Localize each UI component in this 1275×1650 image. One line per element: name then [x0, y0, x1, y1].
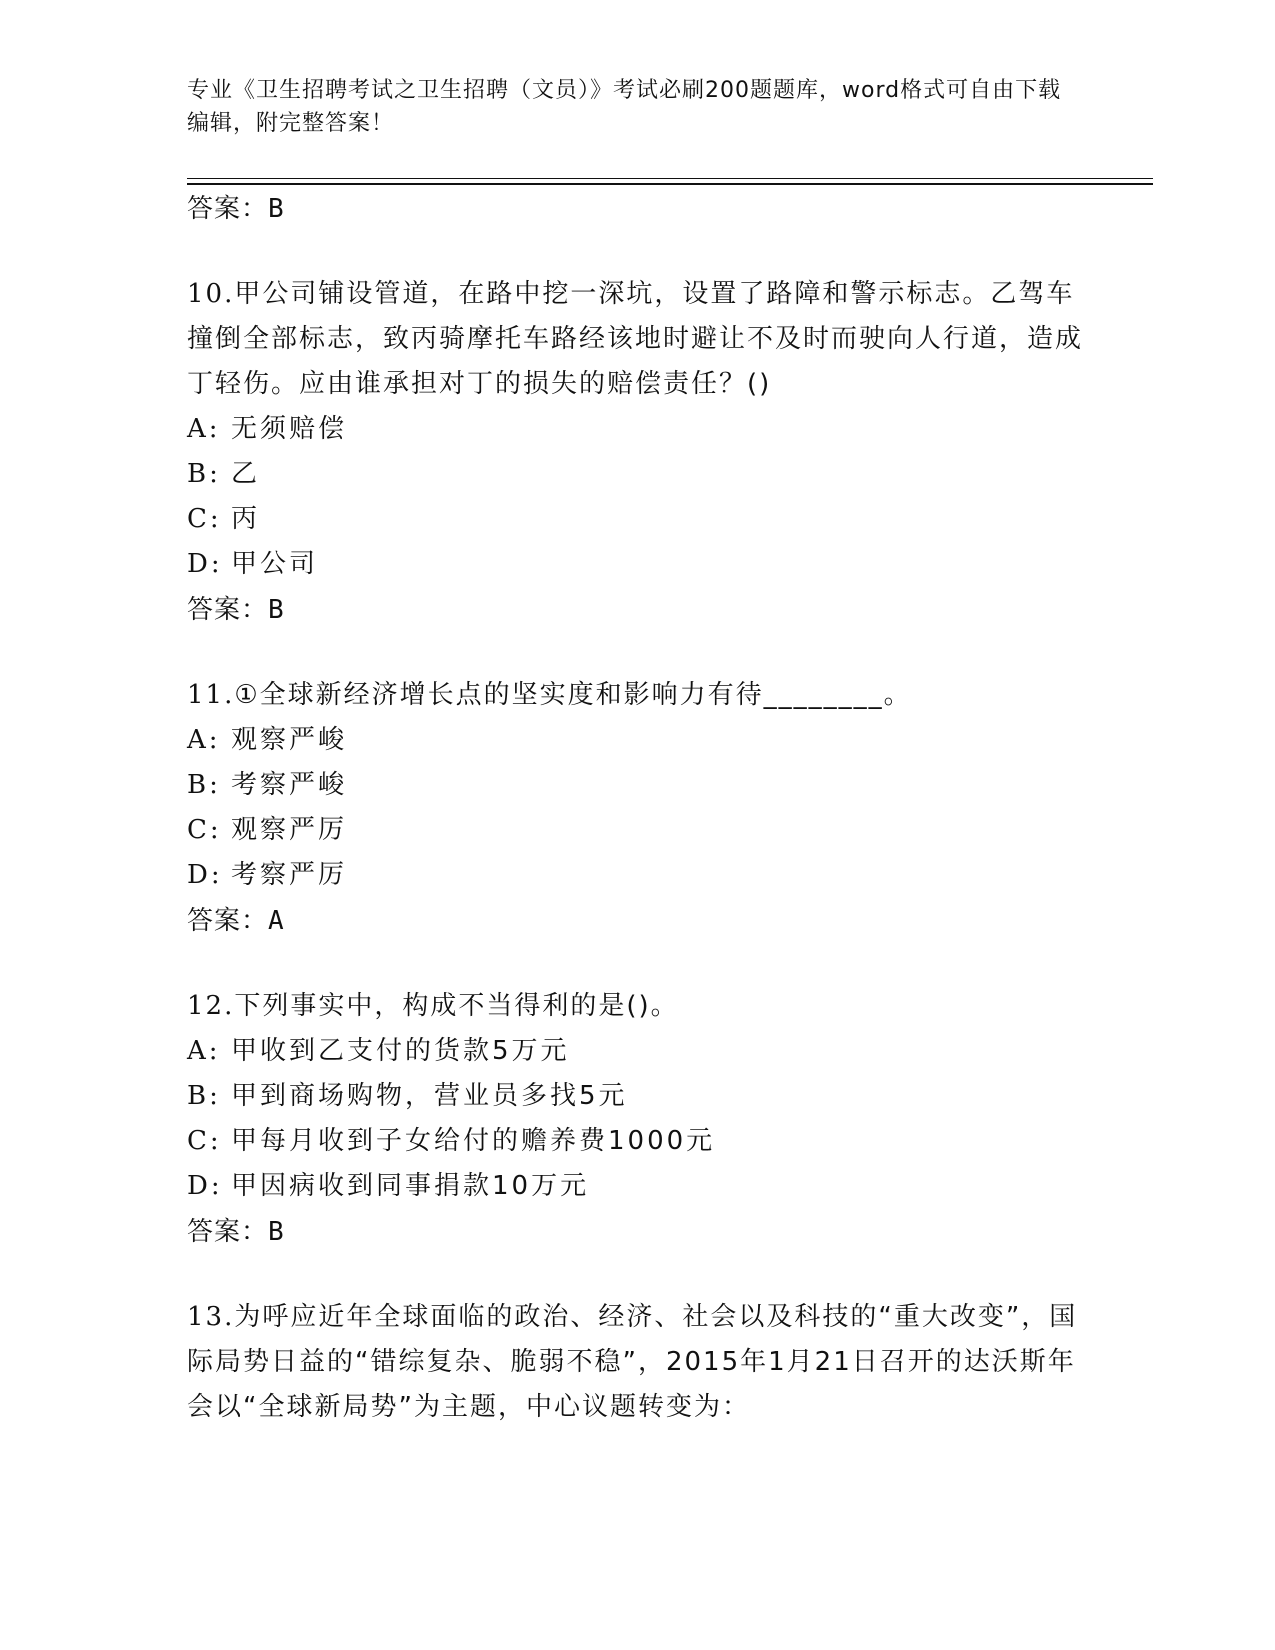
option-list [187, 718, 1087, 898]
question-number: 11. [187, 680, 235, 710]
option-text: 甲每月收到子女给付的赡养费1000元 [231, 1126, 716, 1156]
document-body [187, 186, 1087, 1430]
question-text [187, 1295, 1087, 1430]
option-letter: A: [187, 725, 221, 755]
option-list [187, 1029, 1087, 1209]
option-text: 甲到商场购物，营业员多找5元 [231, 1081, 628, 1111]
answer-label: 答案： [187, 194, 269, 224]
answer-value: B [268, 194, 285, 224]
header-divider-thick [187, 183, 1153, 185]
answer-label: 答案： [187, 906, 269, 936]
question-13 [187, 1295, 1087, 1430]
question-body: ①全球新经济增长点的坚实度和影响力有待________。 [234, 680, 912, 710]
option-letter: B: [187, 1081, 221, 1111]
question-number: 12. [187, 991, 235, 1021]
option-letter: A: [187, 1036, 221, 1066]
question-11 [187, 673, 1087, 944]
question-number: 10. [187, 279, 235, 309]
question-body: 甲公司铺设管道，在路中挖一深坑，设置了路障和警示标志。乙驾车撞倒全部标志，致丙骑摩托车路经该地时避让不及时而驶向人行道，造成丁轻伤。应由谁承担对丁的损失的赔偿责任？() [187, 279, 1084, 399]
option-a [187, 718, 1087, 763]
answer-label: 答案： [187, 1217, 269, 1247]
question-body: 为呼应近年全球面临的政治、经济、社会以及科技的“重大改变”，国际局势日益的“错综复杂、脆弱不稳”，2015年1月21日召开的达沃斯年会以“全球新局势”为主题，中心议题转变为： [187, 1302, 1078, 1422]
option-text: 乙 [231, 459, 261, 489]
answer-line [187, 587, 1087, 633]
option-letter: D: [187, 549, 223, 579]
answer-value: B [268, 595, 285, 625]
option-d [187, 1164, 1087, 1209]
answer-value: B [268, 1217, 285, 1247]
option-c [187, 808, 1087, 853]
option-c [187, 1119, 1087, 1164]
option-letter: C: [187, 504, 222, 534]
answer-line [187, 186, 1087, 232]
option-text: 无须赔偿 [231, 414, 348, 444]
document-header: 专业《卫生招聘考试之卫生招聘（文员）》考试必刷200题题库，word格式可自由下载编辑，附完整答案！ [187, 78, 1062, 136]
answer-line [187, 898, 1087, 944]
option-text: 考察严厉 [231, 860, 348, 890]
answer-line [187, 1209, 1087, 1255]
question-12 [187, 984, 1087, 1255]
option-b [187, 452, 1087, 497]
option-letter: A: [187, 414, 221, 444]
option-b [187, 1074, 1087, 1119]
option-text: 考察严峻 [231, 770, 348, 800]
option-letter: C: [187, 1126, 222, 1156]
question-text [187, 673, 1087, 718]
question-10 [187, 272, 1087, 633]
option-letter: C: [187, 815, 222, 845]
option-letter: B: [187, 770, 221, 800]
option-a [187, 1029, 1087, 1074]
header-divider-thin [187, 178, 1153, 179]
question-text [187, 272, 1087, 407]
option-b [187, 763, 1087, 808]
option-text: 甲因病收到同事捐款10万元 [231, 1171, 590, 1201]
option-a [187, 407, 1087, 452]
option-list [187, 407, 1087, 587]
option-letter: D: [187, 860, 223, 890]
option-letter: D: [187, 1171, 223, 1201]
option-letter: B: [187, 459, 221, 489]
answer-label: 答案： [187, 595, 269, 625]
option-text: 甲公司 [231, 549, 319, 579]
question-body: 下列事实中，构成不当得利的是()。 [234, 991, 679, 1021]
answer-value: A [268, 906, 285, 936]
option-d [187, 542, 1087, 587]
option-text: 观察严厉 [231, 815, 348, 845]
option-text: 甲收到乙支付的货款5万元 [231, 1036, 570, 1066]
question-text [187, 984, 1087, 1029]
question-number: 13. [187, 1302, 235, 1332]
option-c [187, 497, 1087, 542]
option-d [187, 853, 1087, 898]
option-text: 观察严峻 [231, 725, 348, 755]
option-text: 丙 [231, 504, 261, 534]
